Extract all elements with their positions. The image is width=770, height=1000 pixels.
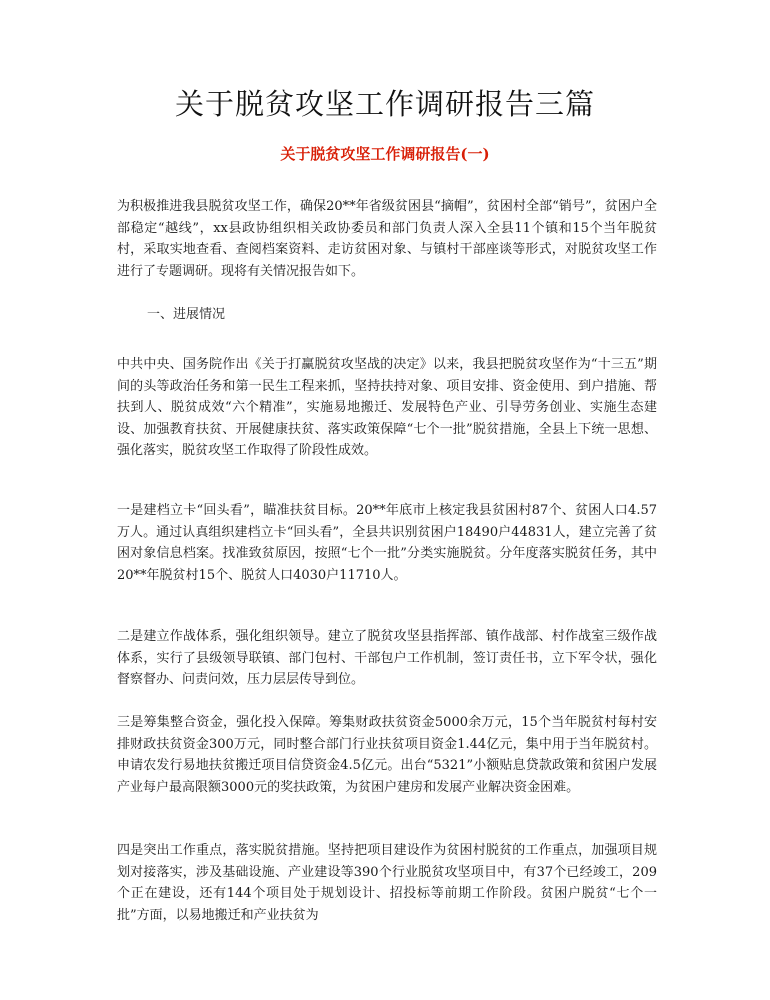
paragraph-point-3: 三是筹集整合资金，强化投入保障。筹集财政扶贫资金5000余万元，15个当年脱贫村每村安排财政扶贫资金300万元，同时整合部门行业扶贫项目资金1.44亿元，集中用于当年脱贫村。申请农发行易地扶贫搬迁项目信贷资金4.5亿元。出台“5321”小额贴息贷款政策和贫困户发展产业每户最高限额3000元的奖扶政策，为贫困户建房和发展产业解决资金困难。	[117, 715, 657, 795]
paragraph-point-2: 二是建立作战体系，强化组织领导。建立了脱贫攻坚县指挥部、镇作战部、村作战室三级作战体系，实行了县级领导联镇、部门包村、干部包户工作机制，签订责任书，立下军令状，强化督察督办、问责问效，压力层层传导到位。	[117, 629, 657, 687]
section-title: 关于脱贫攻坚工作调研报告(一)	[280, 145, 490, 163]
paragraph-point-1: 一是建档立卡“回头看”，瞄准扶贫目标。20**年底市上核定我县贫困村87个、贫困人口4.57万人。通过认真组织建档立卡“回头看”，全县共识别贫困户18490户44831人，建立完善了贫困对象信息档案。找准致贫原因，按照“七个一批”分类实施脱贫。分年度落实脱贫任务，其中20**年脱贫村15个、脱贫人口4030户11710人。	[117, 503, 657, 583]
intro-paragraph: 为积极推进我县脱贫攻坚工作，确保20**年省级贫困县“摘帽”，贫困村全部“销号”，贫困户全部稳定“越线”，xx县政协组织相关政协委员和部门负责人深入全县11个镇和15个当年脱贫村，采取实地查看、查阅档案资料、走访贫困对象、与镇村干部座谈等形式，对脱贫攻坚工作进行了专题调研。现将有关情况报告如下。	[117, 199, 657, 279]
heading-progress: 一、进展情况	[147, 307, 226, 322]
document-title: 关于脱贫攻坚工作调研报告三篇	[174, 87, 595, 121]
paragraph-overview: 中共中央、国务院作出《关于打赢脱贫攻坚战的决定》以来，我县把脱贫攻坚作为“十三五”期间的头等政治任务和第一民生工程来抓，坚持扶持对象、项目安排、资金使用、到户措施、帮扶到人、脱贫成效“六个精准”，实施易地搬迁、发展特色产业、引导劳务创业、实施生态建设、加强教育扶贫、开展健康扶贫、落实政策保障“七个一批”脱贫措施，全县上下统一思想、强化落实，脱贫攻坚工作取得了阶段性成效。	[117, 357, 657, 458]
paragraph-point-4: 四是突出工作重点，落实脱贫措施。坚持把项目建设作为贫困村脱贫的工作重点，加强项目规划对接落实，涉及基础设施、产业建设等390个行业脱贫攻坚项目中，有37个已经竣工，209个正在建设，还有144个项目处于规划设计、招投标等前期工作阶段。贫困户脱贫“七个一批”方面，以易地搬迁和产业扶贫为	[117, 843, 657, 923]
